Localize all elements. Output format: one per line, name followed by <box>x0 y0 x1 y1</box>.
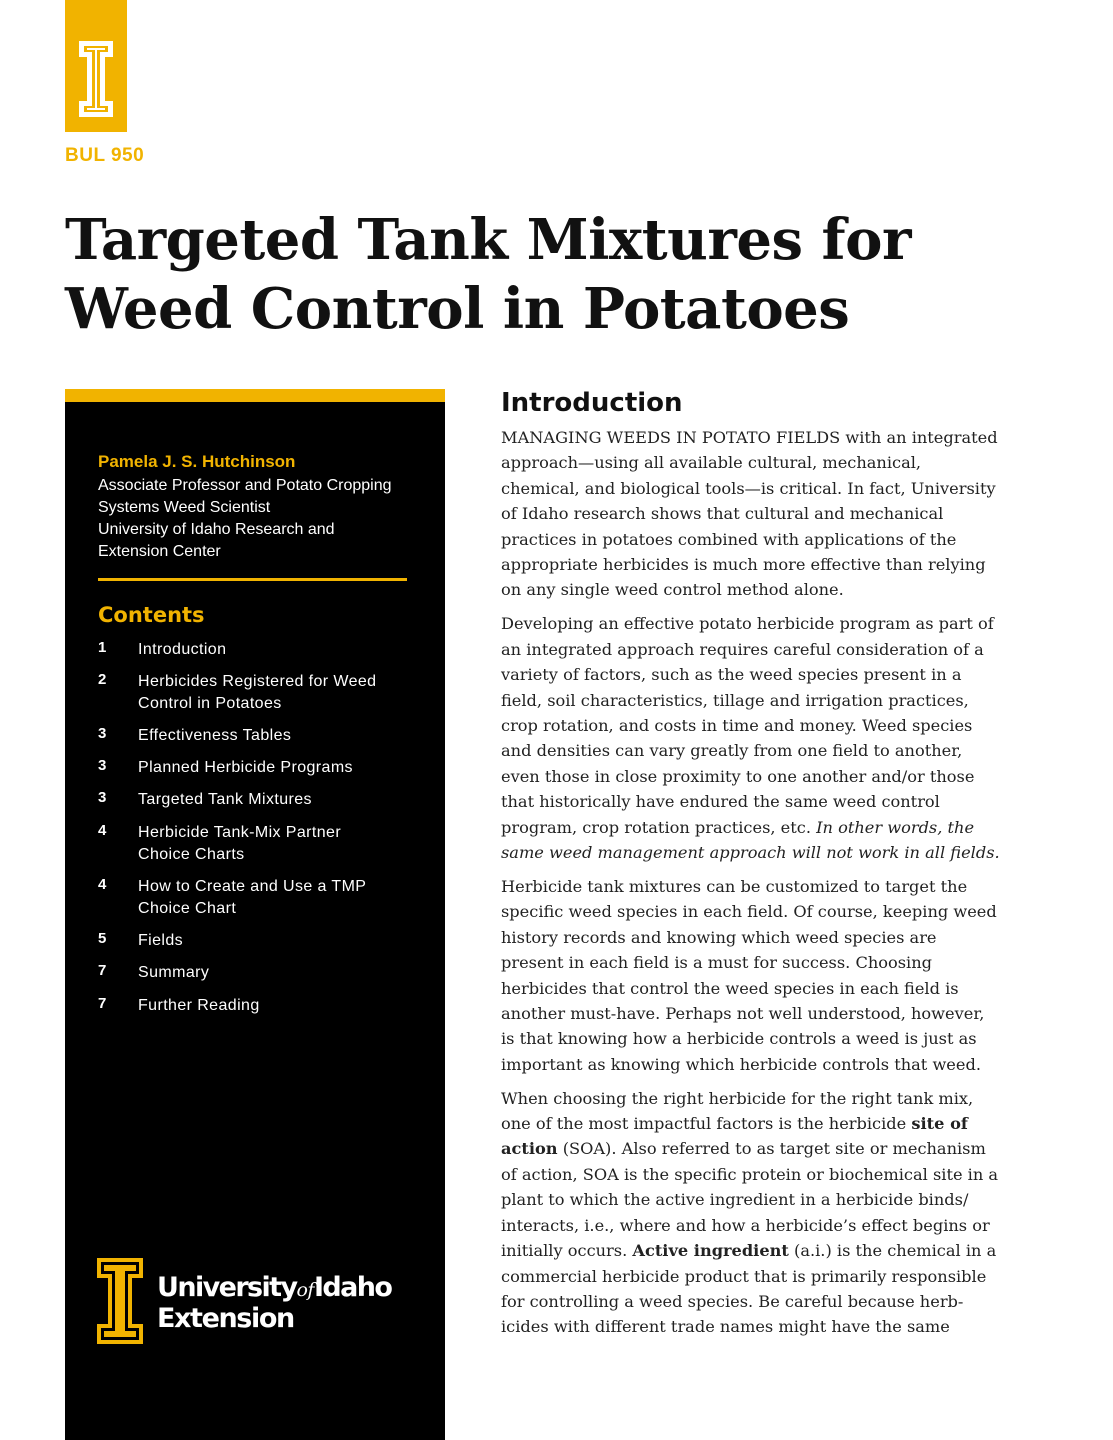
title-line-2: Weed Control in Potatoes <box>65 276 850 342</box>
toc-page-number: 5 <box>98 930 107 947</box>
body-paragraph: When choosing the right herbicide for the right tank mix, one of the most impactful factors is the herbicide site of action (SOA). Also referred to as target site or mechanism of action, SOA is the specific protein or biochemical site in a plant to which the active ingredient in a herbicide binds/ interacts, i.e., where and how a herbicide’s effect begins or initially occurs. Active ingredient (a.i.) is the chemical in a commercial herbicide product that is primarily responsible for controlling a weed species. Be careful because herb- icides with different trade names might have the same <box>501 1088 999 1337</box>
toc-label: Targeted Tank Mixtures <box>138 791 312 808</box>
logo-wordmark: UniversityofIdaho <box>157 1272 392 1303</box>
body-paragraph: Herbicide tank mixtures can be customized to target the specific weed species in each field. Of course, keeping weed history records and knowing which weed species are present in each field is a must for success. Choosing herbicides that control the weed species in each field is another must-have. Perhaps not well understood, however, is that knowing how a herbicide controls a weed is just as important as knowing which herbicide controls that weed. <box>501 876 997 1074</box>
university-of-idaho-extension-logo <box>97 1258 417 1348</box>
author-bio-line: Systems Weed Scientist <box>98 499 271 516</box>
toc-label: Fields <box>138 932 184 949</box>
toc-page-number: 3 <box>98 789 107 806</box>
divider <box>98 578 407 581</box>
body-paragraph: MANAGING WEEDS IN POTATO FIELDS with an integrated approach—using all available cultural, mechanical, chemical, and biological tools—is critical. In fact, University of Idaho research shows that cultural and mechanical practices in potatoes combined with applications of the appropriate herbicides is much more effective than relying on any single weed control method alone. <box>501 428 998 600</box>
toc-label: Introduction <box>138 641 227 658</box>
toc-label: Further Reading <box>138 997 260 1014</box>
bulletin-number: BUL 950 <box>65 145 145 166</box>
author-bio-line: Associate Professor and Potato Cropping <box>98 477 392 494</box>
sidebar <box>65 389 445 1440</box>
contents-heading: Contents <box>98 603 205 627</box>
toc-label: Planned Herbicide Programs <box>138 759 353 776</box>
body-text <box>501 425 1001 1348</box>
title-line-1: Targeted Tank Mixtures for <box>65 207 911 273</box>
university-i-icon <box>78 40 114 118</box>
toc-page-number: 3 <box>98 757 107 774</box>
author-bio-line: Extension Center <box>98 543 221 560</box>
toc-label: Summary <box>138 964 210 981</box>
author-name: Pamela J. S. Hutchinson <box>98 452 296 471</box>
author-bio <box>98 475 418 563</box>
logo-extension: Extension <box>157 1303 294 1334</box>
toc-label: How to Create and Use a TMP Choice Chart <box>138 878 367 917</box>
toc-page-number: 2 <box>98 671 107 688</box>
toc-page-number: 7 <box>98 995 107 1012</box>
author-bio-line: University of Idaho Research and <box>98 521 335 538</box>
toc-page-number: 4 <box>98 876 107 893</box>
logo-block <box>65 0 127 132</box>
toc-page-number: 7 <box>98 962 107 979</box>
toc-page-number: 4 <box>98 822 107 839</box>
page-title <box>65 206 1025 344</box>
body-paragraph: Developing an effective potato herbicide program as part of an integrated approach requires careful consideration of a variety of factors, such as the weed species present in a field, soil characteristics, tillage and irrigation practices, crop rotation, and costs in time and money. Weed species and densities can vary greatly from one field to another, even those in close proximity to one another and/or those that historically have endured the same weed control program, crop rotation practices, etc. In other words, the same weed management approach will not work in all fields. <box>501 614 1000 862</box>
toc-label: Herbicides Registered for Weed Control in Potatoes <box>138 673 377 712</box>
toc-page-number: 1 <box>98 639 107 656</box>
toc-label: Herbicide Tank-Mix Partner Choice Charts <box>138 824 342 863</box>
toc-page-number: 3 <box>98 725 107 742</box>
section-heading: Introduction <box>501 388 683 418</box>
university-i-icon <box>97 1258 143 1344</box>
toc-label: Effectiveness Tables <box>138 727 292 744</box>
